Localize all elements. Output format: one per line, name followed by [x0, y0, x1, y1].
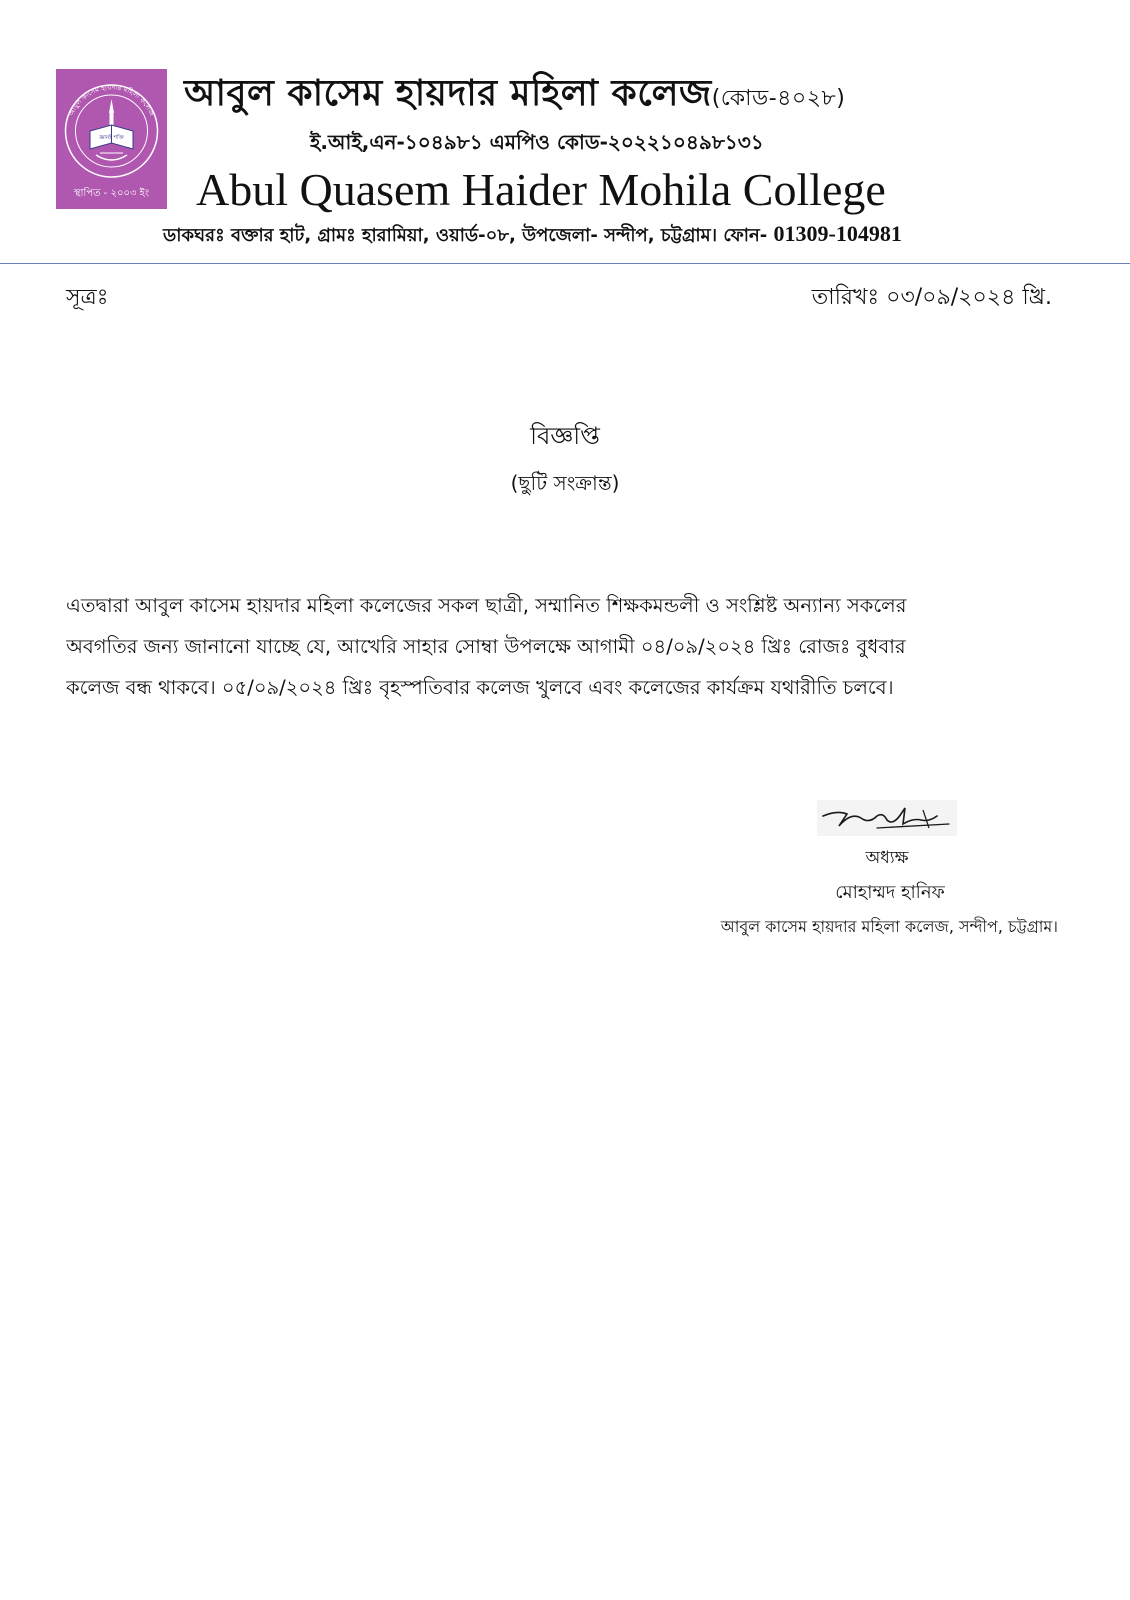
college-name-bangla-text: আবুল কাসেম হায়দার মহিলা কলেজ — [184, 73, 712, 114]
logo-established-text: স্থাপিত - ২০০৩ ইং — [73, 188, 150, 199]
header-divider — [0, 263, 1130, 264]
reference-label: সূত্রঃ — [66, 285, 109, 310]
college-name-bangla — [184, 72, 1084, 121]
eiin-mpo-code: ই.আই,এন-১০৪৯৮১ এমপিও কোড-২০২২১০৪৯৮১৩১ — [310, 130, 764, 154]
address-text: ডাকঘরঃ বক্তার হাট, গ্রামঃ হারামিয়া, ওয়ার্ড-০৮, উপজেলা- সন্দীপ, চট্টগ্রাম। ফোন- — [163, 225, 768, 246]
college-logo-emblem-icon — [56, 69, 167, 209]
notice-body — [66, 585, 1064, 708]
signatory-designation: অধ্যক্ষ — [865, 848, 909, 868]
signatory-organization: আবুল কাসেম হায়দার মহিলা কলেজ, সন্দীপ, চট্টগ্রাম। — [720, 917, 1058, 936]
handwritten-signature-icon — [817, 800, 957, 836]
college-name-english: Abul Quasem Haider Mohila College — [196, 164, 886, 215]
notice-date: তারিখঃ ০৩/০৯/২০২৪ খ্রি. — [811, 285, 1052, 310]
notice-body-line: অবগতির জন্য জানানো যাচ্ছে যে, আখেরি সাহার সোম্বা উপলক্ষে আগামী ০৪/০৯/২০২৪ খ্রিঃ রোজঃ বুধবার — [66, 635, 906, 658]
college-code: (কোড-৪০২৮) — [711, 86, 846, 111]
notice-subtitle: (ছুটি সংক্রান্ত) — [510, 471, 620, 495]
notice-body-line: এতদ্বারা আবুল কাসেম হায়দার মহিলা কলেজের সকল ছাত্রী, সম্মানিত শিক্ষকমন্ডলী ও সংশ্লিষ্ট অন্যান্য সকলের — [66, 594, 907, 617]
signatory-name: মোহাম্মদ হানিফ — [835, 882, 945, 903]
notice-body-line: কলেজ বন্ধ থাকবে। ০৫/০৯/২০২৪ খ্রিঃ বৃহস্পতিবার কলেজ খুলবে এবং কলেজের কার্যক্রম যথারীতি চলবে। — [66, 676, 894, 699]
logo-book-text: জ্ঞানই শক্তি — [99, 135, 124, 141]
logo-ring-text: আবুল কাসেম হায়দার মহিলা কলেজ — [67, 83, 156, 118]
notice-title: বিজ্ঞপ্তি — [530, 422, 600, 450]
college-address — [163, 219, 1063, 251]
phone-number: 01309-104981 — [773, 221, 902, 246]
